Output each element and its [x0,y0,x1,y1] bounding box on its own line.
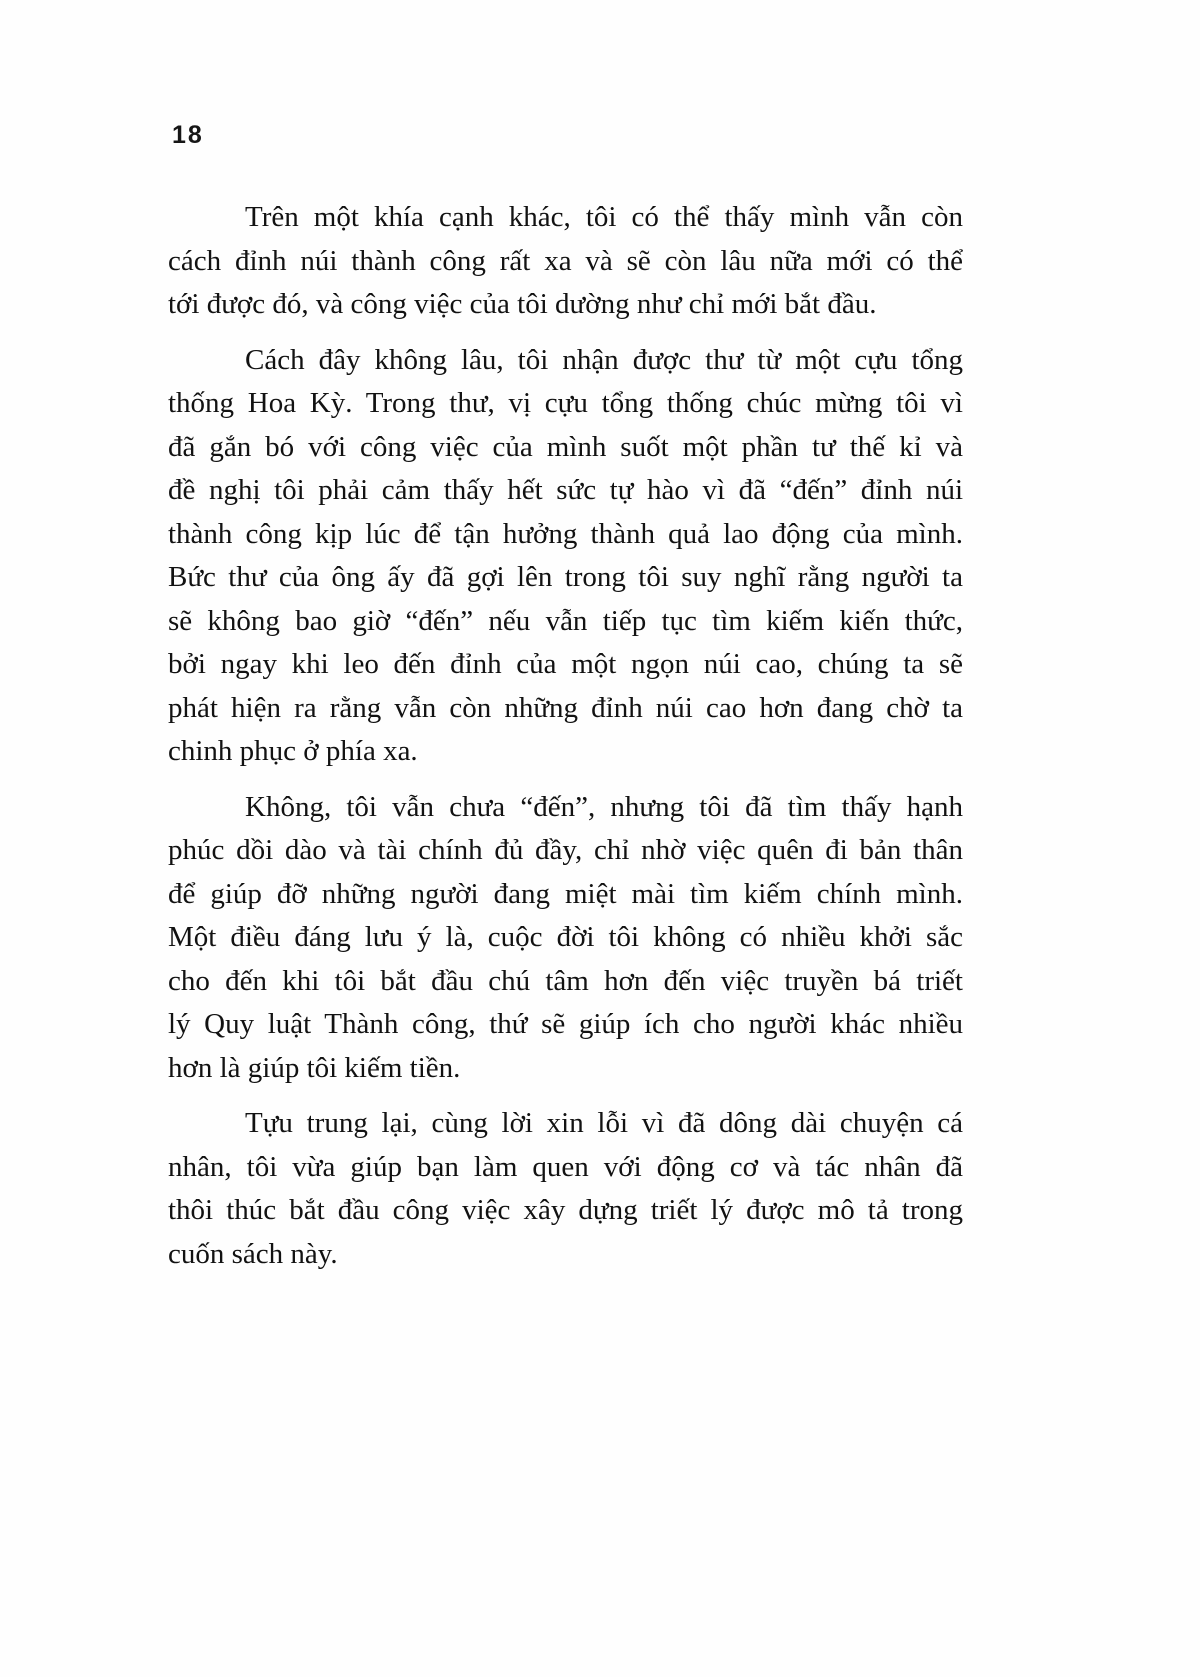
text-line: hơn là giúp tôi kiếm tiền. [168,1051,461,1084]
text-line: thống Hoa Kỳ. Trong thư, vị cựu tổng thống chúc mừng tôi vì [168,387,963,419]
text-line: Không, tôi vẫn chưa “đến”, nhưng tôi đã tìm thấy hạnh [245,790,963,823]
page-number: 18 [172,121,204,149]
paragraph [168,786,963,1091]
text-line: phát hiện ra rằng vẫn còn những đỉnh núi cao hơn đang chờ ta [168,691,963,724]
text-line: cho đến khi tôi bắt đầu chú tâm hơn đến việc truyền bá triết [168,964,963,997]
text-line: thành công kịp lúc để tận hưởng thành quả lao động của mình. [168,517,963,550]
text-block [168,196,963,1288]
text-line: phúc dồi dào và tài chính đủ đầy, chỉ nhờ việc quên đi bản thân [168,834,963,866]
text-line: Tựu trung lại, cùng lời xin lỗi vì đã dông dài chuyện cá [245,1107,963,1139]
text-line: Bức thư của ông ấy đã gợi lên trong tôi suy nghĩ rằng người ta [168,561,963,593]
text-line: Trên một khía cạnh khác, tôi có thể thấy mình vẫn còn [245,201,963,233]
text-line: bởi ngay khi leo đến đỉnh của một ngọn núi cao, chúng ta sẽ [168,648,963,680]
paragraph [168,339,963,774]
text-line: chinh phục ở phía xa. [168,735,418,767]
text-line: cách đỉnh núi thành công rất xa và sẽ còn lâu nữa mới có thể [168,244,963,277]
text-line: nhân, tôi vừa giúp bạn làm quen với động cơ và tác nhân đã [168,1150,963,1183]
text-line: sẽ không bao giờ “đến” nếu vẫn tiếp tục tìm kiếm kiến thức, [168,604,963,637]
text-line: Cách đây không lâu, tôi nhận được thư từ một cựu tổng [245,343,963,376]
paragraph [168,1102,963,1276]
text-line: tới được đó, và công việc của tôi dường như chỉ mới bắt đầu. [168,288,877,320]
text-line: thôi thúc bắt đầu công việc xây dựng triết lý được mô tả trong [168,1194,963,1226]
text-line: Một điều đáng lưu ý là, cuộc đời tôi không có nhiều khởi sắc [168,921,963,953]
text-line: lý Quy luật Thành công, thứ sẽ giúp ích cho người khác nhiều [168,1008,963,1040]
text-line: đã gắn bó với công việc của mình suốt một phần tư thế kỉ và [168,430,963,463]
text-line: đề nghị tôi phải cảm thấy hết sức tự hào vì đã “đến” đỉnh núi [168,474,963,506]
text-line: cuốn sách này. [168,1237,338,1270]
paragraph [168,196,963,327]
text-line: để giúp đỡ những người đang miệt mài tìm kiếm chính mình. [168,877,963,910]
